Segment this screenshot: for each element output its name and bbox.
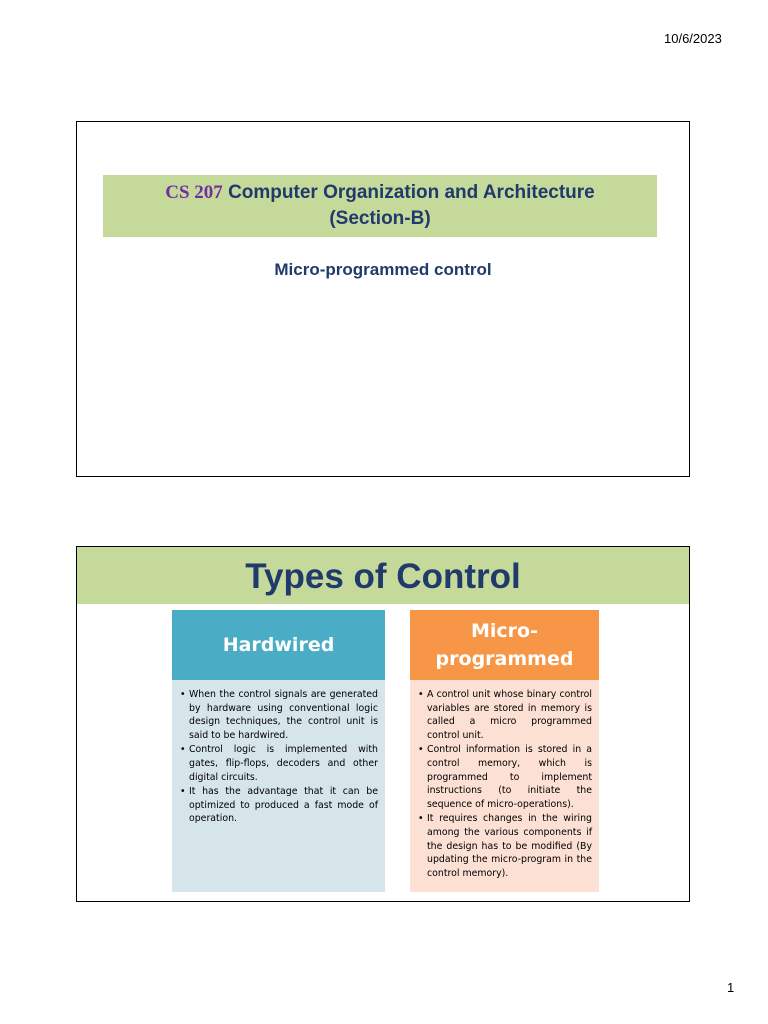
page-number: 1: [727, 980, 735, 995]
course-section: (Section-B): [329, 208, 431, 229]
page-date: 10/6/2023: [664, 31, 722, 46]
hardwired-bullet: • When the control signals are generated by hardware using conventional logic design techniques, the control unit is said to be hardwired.: [180, 688, 378, 742]
title-slide: [76, 121, 690, 477]
hardwired-heading-text: Hardwired: [222, 634, 335, 656]
course-code: CS 207: [165, 182, 223, 203]
microprogrammed-heading-line1: Micro-: [471, 620, 538, 642]
microprogrammed-heading-line2: programmed: [435, 648, 574, 670]
course-title-banner: [103, 175, 657, 237]
microprogrammed-heading: [410, 610, 599, 680]
hardwired-bullet-list: [180, 688, 378, 826]
microprogrammed-bullet: • It requires changes in the wiring among the various components if the design has to be modified (By updating the micro-program in the control memory).: [418, 812, 592, 880]
microprogrammed-bullet: • A control unit whose binary control variables are stored in memory is called a micro programmed control unit.: [418, 688, 592, 742]
hardwired-body: [172, 680, 385, 892]
slide-subtitle: Micro-programmed control: [274, 260, 492, 279]
types-of-control-slide: [76, 546, 690, 902]
microprogrammed-bullet-list: [418, 688, 592, 880]
microprogrammed-body: [410, 680, 599, 892]
course-title: Computer Organization and Architecture: [228, 182, 595, 203]
hardwired-bullet: • Control logic is implemented with gates, flip-flops, decoders and other digital circuits.: [180, 743, 378, 784]
hardwired-bullet: • It has the advantage that it can be optimized to produced a fast mode of operation.: [180, 785, 378, 826]
hardwired-heading: [172, 610, 385, 680]
slide-title: Types of Control: [77, 547, 689, 604]
microprogrammed-bullet: • Control information is stored in a control memory, which is programmed to implement instructions (to initiate the sequence of micro-operations).: [418, 743, 592, 811]
